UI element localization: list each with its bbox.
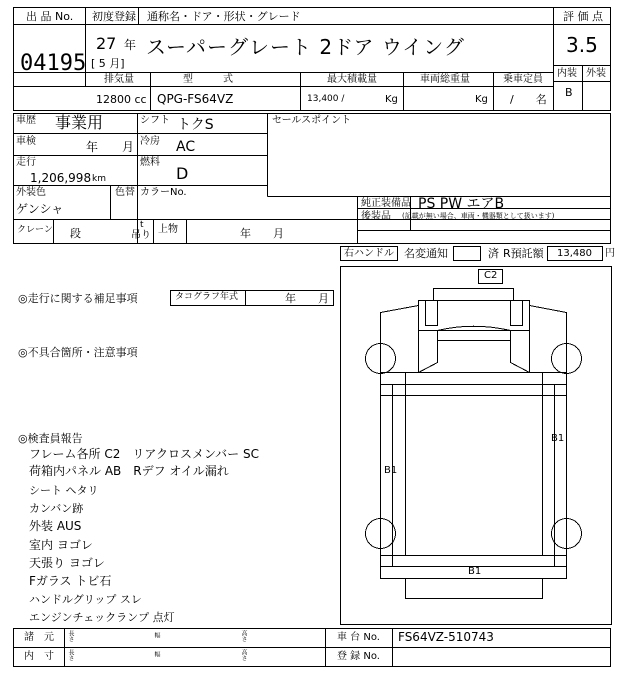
gross-weight-unit: Kg [475, 94, 488, 105]
yen-unit: 円 [605, 248, 615, 259]
interior-grade: B [565, 86, 573, 99]
running-notes-label: ◎走行に関する補足事項 [18, 292, 138, 305]
first-reg-label: 初度登録 [92, 10, 136, 23]
damage-mark-b1-rear: B1 [468, 566, 482, 577]
length-label: 長さ [67, 649, 74, 661]
inspector-line: カンバン跡 [29, 502, 84, 515]
inspector-line: Fガラス トビ石 [29, 574, 112, 588]
score: 3.5 [566, 33, 598, 57]
exterior-label: 外装 [586, 68, 606, 79]
shift-value: トクS [177, 117, 214, 133]
fuel-label: 燃料 [140, 157, 160, 168]
ac-value: AC [176, 139, 196, 155]
cargo-box [381, 385, 567, 567]
recycle-mark: 済 [488, 247, 499, 260]
interior-label: 内装 [557, 68, 577, 79]
year-unit: 年 [124, 38, 137, 52]
color-code-label: カラーNo. [140, 187, 187, 198]
inspector-line: エンジンチェックランプ 点灯 [29, 611, 175, 624]
cab-right-side [530, 306, 567, 373]
defects-label: ◎不具合箇所・注意事項 [18, 346, 138, 359]
max-load-unit: Kg [385, 94, 398, 105]
length-label: 長さ [67, 630, 74, 642]
inspector-line: 外装 AUS [29, 519, 82, 533]
dims-label: 諸 元 [24, 632, 54, 643]
inspector-line: 荷箱内パネル AB Rデフ オイル漏れ [29, 464, 229, 478]
crane-ton: t [140, 220, 144, 230]
lot-no: 04195 [20, 51, 87, 76]
rhd-flag: 右ハンドル [344, 248, 394, 259]
shift-label: シフト [140, 115, 170, 126]
model-name: スーパーグレート 2ドア ウイング [146, 35, 465, 59]
width-label: 幅 [153, 651, 160, 657]
chassis-label: 車 台 No. [337, 632, 380, 643]
mileage-value: 1,206,998 [30, 171, 92, 185]
crane-hoist: 吊り [131, 230, 151, 241]
windshield [438, 326, 511, 340]
displacement-value: 12800 cc [96, 93, 147, 106]
type-value: QPG-FS64VZ [157, 92, 234, 106]
mileage-label: 走行 [16, 157, 36, 168]
crane-label: クレーン [17, 225, 53, 235]
fuel-value: D [176, 164, 189, 183]
rear-panel [406, 579, 543, 599]
lot-no-label: 出 品 No. [26, 10, 74, 23]
type-label: 型 式 [183, 74, 233, 85]
score-label: 評 価 点 [563, 10, 603, 23]
aftermarket-label: 後装品 [361, 211, 391, 222]
damage-mark-b1-left: B1 [384, 465, 398, 476]
reg-no-label: 登 録 No. [337, 651, 380, 662]
max-load-value: 13,400 / [307, 94, 345, 104]
color-value: ゲンシャ [16, 202, 64, 216]
sales-point-label: セールスポイント [272, 115, 352, 126]
name-change-label: 名変通知 [404, 247, 448, 260]
recycle-amount: 13,480 [557, 248, 592, 259]
genuine-equipment-label: 純正装備品 [361, 198, 411, 209]
height-label: 高さ [240, 649, 247, 661]
width-label: 幅 [153, 632, 160, 638]
inspector-line: シート ヘタリ [29, 484, 99, 497]
inspector-line: 天張り ヨゴレ [29, 556, 105, 570]
upper-date: 年 月 [240, 227, 284, 240]
inspector-line: ハンドルグリップ スレ [29, 593, 142, 606]
chassis-no: FS64VZ-510743 [398, 630, 494, 644]
model-grade-label: 通称名・ドア・形状・グレード [147, 10, 301, 23]
inspection-value: 年 月 [86, 140, 135, 154]
genuine-equipment: PS PW エアB [418, 196, 505, 212]
reg-month: [ 5 月] [91, 57, 125, 70]
aftermarket-note: (記載が無い場合、車両・機器類として扱います) [402, 212, 555, 220]
damage-mark-c2: C2 [484, 270, 498, 281]
history-label: 車歴 [16, 115, 36, 126]
history-value: 事業用 [55, 113, 104, 132]
tacho-date: 年 月 [285, 292, 329, 305]
upper-label: 上物 [158, 224, 178, 235]
color-label: 外装色 [16, 187, 46, 198]
max-load-label: 最大積載量 [327, 74, 377, 85]
inspector-line: 室内 ヨゴレ [29, 538, 93, 552]
interior-dims-label: 内 寸 [24, 651, 54, 662]
inspector-label: ◎検査員報告 [18, 432, 83, 445]
recycle-label: R預託額 [503, 247, 544, 260]
crane-stage: 段 [70, 227, 81, 240]
color-no-label: 色替 [115, 187, 135, 198]
cab-roof [434, 289, 514, 301]
cab-left-side [381, 306, 419, 373]
ac-label: 冷房 [140, 136, 160, 147]
height-label: 高さ [240, 630, 247, 642]
displacement-label: 排気量 [104, 74, 134, 85]
inspection-label: 車検 [16, 136, 36, 147]
capacity-label: 乗車定員 [503, 74, 543, 85]
mileage-unit: km [92, 174, 106, 184]
gross-weight-label: 車両総重量 [420, 74, 470, 85]
tacho-label: タコグラフ年式 [175, 292, 239, 302]
reg-year: 27 [96, 34, 117, 53]
damage-mark-b1-right: B1 [551, 433, 565, 444]
inspector-line: フレーム各所 C2 リアクロスメンバー SC [29, 447, 259, 461]
capacity-value: / 名 [510, 93, 547, 106]
